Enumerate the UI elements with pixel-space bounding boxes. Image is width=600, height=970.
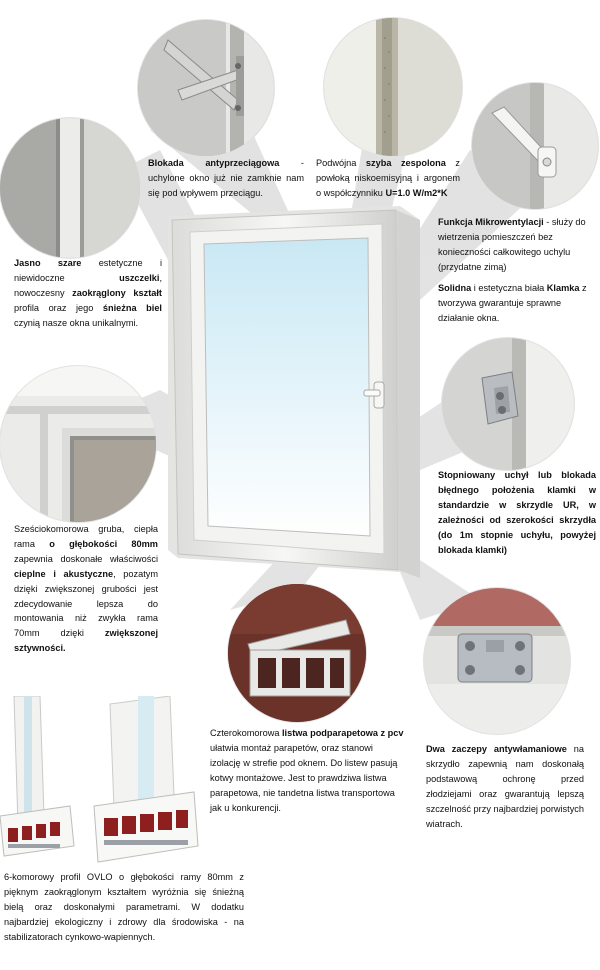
feature-text-run: zapewnia doskonałe właściwości (14, 553, 158, 564)
feature-text-run: zaokrąglony kształt (72, 287, 162, 298)
feature-text-run: z powłoką niskoemisyjną i argonem o współczynniku (316, 158, 461, 198)
feature-text-run: Funkcja Mikrowentylacji (438, 217, 544, 227)
feature-text-run: Czterokomorowa (210, 728, 282, 738)
feature-text-run: uszczelki (119, 272, 160, 283)
window-illustration (168, 206, 420, 578)
feature-text-run: profila oraz jego (14, 302, 103, 313)
feature-text-run: i estetyczna biała (471, 283, 547, 293)
szyba-detail-photo (324, 18, 462, 156)
feature-profil (4, 870, 244, 945)
feature-uszczelki (14, 256, 162, 331)
feature-text-run: , pozatym dzięki zwiększonej grubości jest zdecydowanie lepsza do montowania niż zwykła rama 70mm dzięki (14, 568, 158, 639)
uszczelki-detail-photo (0, 118, 140, 258)
feature-text-run: , nowoczesny (14, 272, 162, 298)
feature-text-run: - uchylone okno już nie zamknie nam się pod wpływem przeciągu. (148, 158, 304, 198)
feature-text-run: - służy do wietrzenia pomieszczeń bez konieczności całkowitego uchylu (przydatne zimą) (438, 217, 586, 272)
feature-blokada (148, 156, 304, 201)
feature-text-run: Dwa zaczepy antywłamaniowe (426, 744, 567, 754)
feature-text-run: cieplne i akustyczne (14, 568, 114, 579)
feature-text-run: śnieżna biel (102, 302, 162, 313)
feature-text-run: czynią nasze okna unikalnymi. (14, 317, 139, 328)
klamka-detail-photo (472, 83, 598, 209)
feature-text-run: Stopniowany uchył lub blokada błędnego położenia klamki w standardzie w skrzydle UR, w zależności od szerokości skrzydła (do 1m stopnie uchyłu, powyżej blokada klamki) (438, 470, 596, 555)
feature-text-run: Blokada antyprzeciągowa (148, 158, 280, 168)
uchyl-detail-photo (442, 338, 574, 470)
feature-mikrowentylacja (438, 215, 596, 275)
feature-rama (14, 522, 158, 656)
feature-listwa (210, 726, 406, 815)
feature-zaczepy (426, 742, 584, 831)
zaczepy-detail-photo (424, 588, 570, 734)
feature-text-run: zwiększonej sztywności. (14, 628, 158, 654)
feature-text-run: o głębokości 80mm (49, 538, 158, 549)
feature-text-run: Sześciokomorowa gruba, ciepła rama (14, 524, 158, 549)
rama-detail-photo (0, 366, 156, 522)
listwa-detail-photo (228, 584, 366, 722)
blokada-detail-photo (138, 20, 274, 156)
feature-text-run: Podwójna (316, 158, 366, 168)
feature-text-run: Klamka (546, 283, 580, 293)
profile-cross-section-wide (90, 696, 200, 872)
feature-text-run: listwa podparapetowa z pcv (282, 728, 404, 738)
feature-text-run: estetyczne i niewidoczne (14, 258, 162, 283)
feature-text-run: Solidna (438, 283, 472, 293)
feature-text-run: na skrzydło zapewnią nam doskonałą podstawową ochronę przed złodziejami oraz gwarantują lepszą szczelność przy najbardziej porwistych wiatrach. (426, 744, 585, 829)
feature-uchyl (438, 468, 596, 557)
feature-text-run: Jasno szare (14, 258, 82, 268)
feature-text-run: 6-komorowy profil OVLO o głębokości ramy 80mm z pięknym zaokrąglonym kształtem wyróżnia się śnieżną bielą oraz doskonałymi parametrami. W dodatku najbardziej ekologiczny i zdrowy dla środowiska - na stabilizatorach cynkowo-wapiennych. (4, 872, 244, 942)
feature-text-run: szyba zespolona (365, 158, 446, 168)
feature-text-run: ułatwia montaż parapetów, oraz stanowi izolację w strefie pod oknem. Do listew pasują kotwy montażowe. Jest to prawdziwa listwa parapetowa, nie tandetna listwa transportowa jak u konkurencji. (210, 742, 398, 813)
profile-cross-section-narrow (0, 696, 86, 866)
feature-klamka (438, 281, 596, 326)
feature-szyba (316, 156, 460, 201)
feature-text-run: U=1.0 W/m2*K (385, 187, 448, 198)
feature-text-run: z tworzywa gwarantuje sprawne działanie okna. (438, 283, 587, 323)
